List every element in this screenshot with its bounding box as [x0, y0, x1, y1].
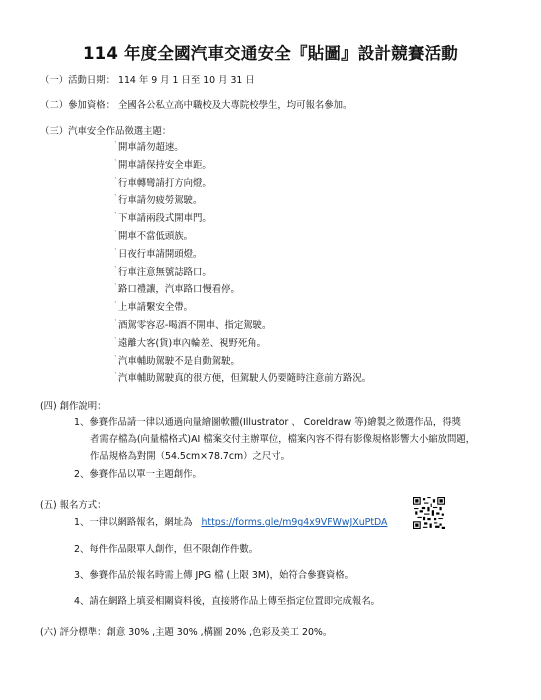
page-title: 114 年度全國汽車交通安全『貼圖』設計競賽活動	[83, 44, 458, 63]
theme-item	[114, 194, 203, 207]
theme-item-text: 下車請兩段式開車門。	[118, 213, 212, 225]
section-eligibility-label: （二）參加資格：	[40, 100, 116, 111]
section-date	[40, 75, 255, 87]
section-date-label: （一）活動日期：	[40, 75, 116, 86]
creation-para-1-line-1: 1、參賽作品請一律以通過向量繪圖軟體(Illustrator 、 Coreldraw 等)繪製之徵選作品，得獎	[74, 417, 461, 428]
theme-item	[114, 319, 272, 332]
bullet-tick-icon: `	[114, 158, 118, 167]
section-scoring: (六) 評分標準：創意 30% ,主題 30% ,構圖 20% ,色彩及美工 20%。	[40, 627, 333, 638]
registration-para-4: 4、請在網路上填妥相關資料後，直接將作品上傳至指定位置即完成報名。	[74, 596, 380, 607]
theme-item-text: 汽車輔助駕駛不是自動駕駛。	[118, 355, 240, 367]
bullet-tick-icon: `	[114, 247, 118, 256]
creation-para-2: 2、參賽作品以單一主題創作。	[74, 469, 202, 480]
theme-item-text: 日夜行車請開頭燈。	[118, 248, 203, 260]
theme-item	[114, 176, 212, 190]
theme-item	[114, 141, 184, 154]
creation-para-1-line-2: 者需存檔為(向量檔格式)AI 檔案交付主辦單位，檔案內容不得有影像規格影響大小縮放問題，	[90, 434, 476, 445]
registration-para-1-text: 1、一律以網路報名，網址為	[74, 517, 193, 528]
theme-item	[114, 265, 212, 279]
theme-item-text: 上車請繫安全帶。	[118, 302, 194, 314]
theme-item	[114, 283, 240, 296]
theme-item-text: 開車不當低頭族。	[118, 231, 194, 242]
theme-item-text: 開車請保持安全車距。	[118, 159, 212, 171]
bullet-tick-icon: `	[114, 265, 118, 274]
theme-item	[114, 336, 266, 350]
bullet-tick-icon: `	[114, 301, 118, 310]
registration-para-1	[74, 517, 387, 529]
section-creation-label: (四) 創作說明：	[40, 401, 107, 412]
bullet-tick-icon: `	[114, 354, 118, 363]
theme-item	[114, 372, 372, 385]
qr-code-icon	[413, 497, 445, 529]
theme-item-text: 開車請勿超速。	[118, 142, 184, 153]
theme-item-text: 行車轉彎請打方向燈。	[118, 177, 212, 189]
registration-para-3: 3、參賽作品於報名時需上傳 JPG 檔 (上限 3M)，始符合參賽資格。	[74, 570, 354, 581]
bullet-tick-icon: `	[114, 283, 118, 292]
bullet-tick-icon: `	[114, 336, 118, 345]
section-date-value: 114 年 9 月 1 日至 10 月 31 日	[118, 75, 255, 86]
creation-para-1-line-3: 作品規格為對開（54.5cm×78.7cm）之尺寸。	[90, 451, 291, 462]
bullet-tick-icon: `	[114, 194, 118, 203]
bullet-tick-icon: `	[114, 141, 118, 149]
bullet-tick-icon: `	[114, 230, 118, 238]
bullet-tick-icon: `	[114, 176, 118, 185]
section-eligibility-value: 全國各公私立高中職校及大專院校學生，均可報名參加。	[118, 100, 353, 111]
theme-item-text: 行車請勿疲勞駕駛。	[118, 195, 203, 207]
theme-item-text: 行車注意無號誌路口。	[118, 266, 212, 278]
theme-item	[114, 354, 240, 368]
theme-item-text: 酒駕零容忍-喝酒不開車、指定駕駛。	[118, 320, 272, 331]
bullet-tick-icon: `	[114, 319, 118, 327]
theme-item	[114, 247, 203, 261]
registration-link[interactable]: https://forms.gle/m9g4x9VFWwJXuPtDA	[201, 517, 388, 528]
section-eligibility	[40, 100, 352, 112]
registration-para-2: 2、每件作品限單人創作，但不限創作件數。	[74, 544, 259, 555]
section-registration-label: (五) 報名方式：	[40, 500, 107, 511]
theme-item-text: 路口禮讓，汽車路口慢看停。	[118, 284, 240, 296]
bullet-tick-icon: `	[114, 212, 118, 221]
theme-item	[114, 158, 212, 172]
theme-item-text: 遠離大客(貨)車內輪差、視野死角。	[118, 337, 266, 349]
section-themes-label: （三）汽車安全作品徵選主題：	[40, 126, 172, 137]
bullet-tick-icon: `	[114, 372, 118, 381]
theme-item	[114, 301, 194, 314]
theme-item	[114, 212, 212, 225]
theme-item	[114, 230, 194, 243]
theme-item-text: 汽車輔助駕駛真的很方便，但駕駛人仍要隨時注意前方路況。	[118, 373, 372, 385]
